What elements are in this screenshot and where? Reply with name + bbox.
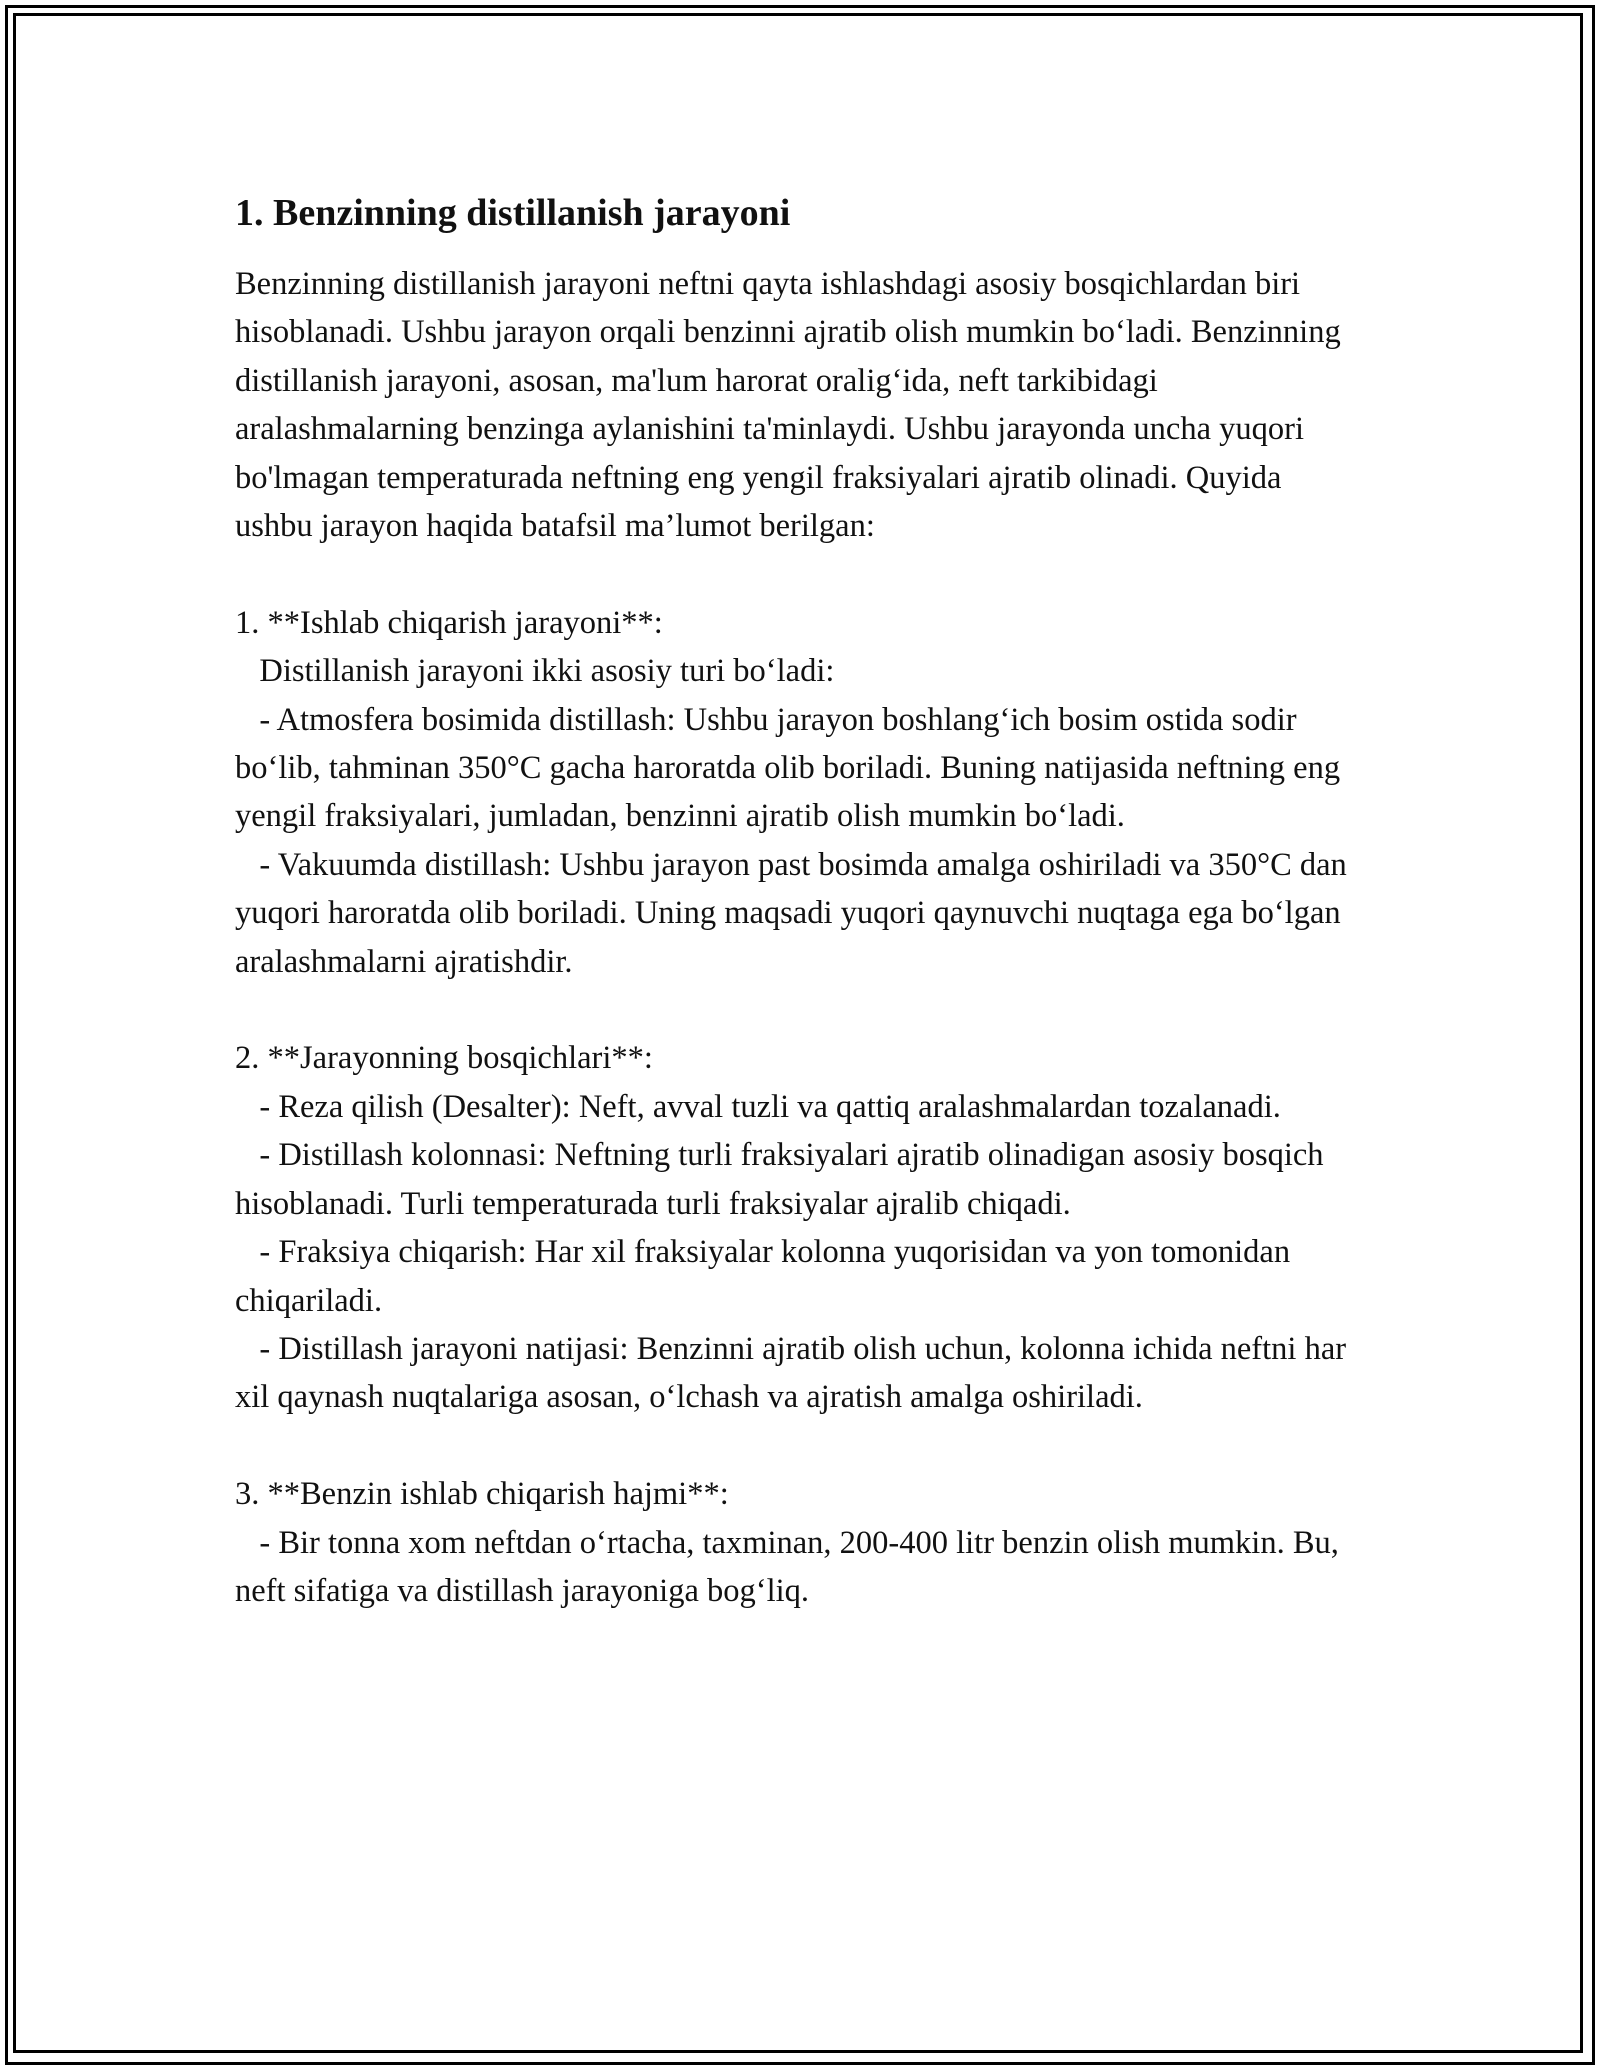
- section2-line: - Fraksiya chiqarish: Har xil fraksiyalar kolonna yuqorisidan va yon tomonidan chiqariladi.: [235, 1234, 1299, 1319]
- section1-line: - Atmosfera bosimida distillash: Ushbu jarayon boshlang‘ich bosim ostida sodir bo‘lib, tahminan 350°C gacha haroratda olib boriladi. Buning natijasida neftning eng yengil fraksiyalari, jumladan, benzinni ajratib olish mumkin bo‘ladi.: [235, 701, 1349, 835]
- section2-line: - Reza qilish (Desalter): Neft, avval tuzli va qattiq aralashmalardan tozalanadi.: [235, 1088, 1281, 1125]
- blank-line: [235, 1422, 1365, 1470]
- section1-line: - Vakuumda distillash: Ushbu jarayon past bosimda amalga oshiriladi va 350°C dan yuqori haroratda olib boriladi. Uning maqsadi yuqori qaynuvchi nuqtaga ega bo‘lgan aralashmalarni ajratishdir.: [235, 846, 1355, 980]
- blank-line: [235, 986, 1365, 1034]
- section3-line: - Bir tonna xom neftdan o‘rtacha, taxminan, 200-400 litr benzin olish mumkin. Bu, neft sifatiga va distillash jarayoniga bog‘liq.: [235, 1524, 1348, 1609]
- section3-heading: 3. **Benzin ishlab chiqarish hajmi**:: [235, 1476, 729, 1513]
- blank-line: [235, 550, 1365, 598]
- document-body: [235, 188, 1365, 1615]
- document-title: 1. Benzinning distillanish jarayoni: [235, 192, 791, 234]
- section2-heading: 2. **Jarayonning bosqichlari**:: [235, 1040, 653, 1077]
- intro-paragraph: Benzinning distillanish jarayoni neftni qayta ishlashdagi asosiy bosqichlardan biri hisoblanadi. Ushbu jarayon orqali benzinni ajratib olish mumkin bo‘ladi. Benzinning distillanish jarayoni, asosan, ma'lum harorat oralig‘ida, neft tarkibidagi aralashmalarning benzinga aylanishini ta'minlaydi. Ushbu jarayonda uncha yuqori bo'lmagan temperaturada neftning eng yengil fraksiyalari ajratib olinadi. Quyida ushbu jarayon haqida batafsil ma’lumot berilgan:: [235, 266, 1349, 545]
- section2-line: - Distillash kolonnasi: Neftning turli fraksiyalari ajratib olinadigan asosiy bosqich hisoblanadi. Turli temperaturada turli fraksiyalar ajralib chiqadi.: [235, 1137, 1332, 1222]
- section1-line: Distillanish jarayoni ikki asosiy turi bo‘ladi:: [235, 653, 835, 690]
- section1-heading: 1. **Ishlab chiqarish jarayoni**:: [235, 604, 663, 641]
- section2-line: - Distillash jarayoni natijasi: Benzinni ajratib olish uchun, kolonna ichida neftni har xil qaynash nuqtalariga asosan, o‘lchash va ajratish amalga oshiriladi.: [235, 1330, 1355, 1416]
